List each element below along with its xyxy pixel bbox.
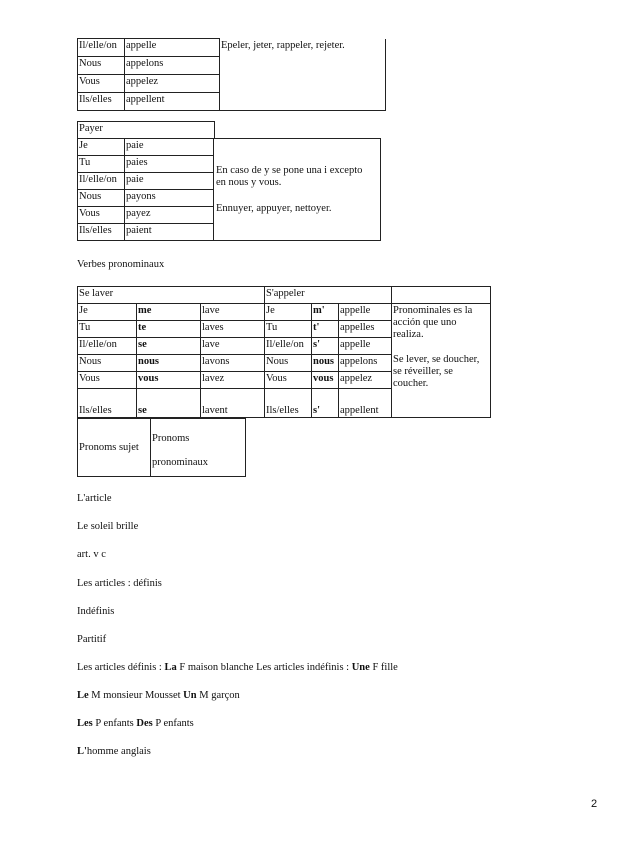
table-cell: Vous <box>78 372 137 389</box>
table-cell: m' <box>312 304 339 321</box>
table-cell: appelez <box>125 75 220 93</box>
table-cell: appelles <box>339 321 392 338</box>
text-run: F fille <box>369 662 398 673</box>
text-run-bold: La <box>164 662 177 673</box>
line-les-des <box>77 718 194 729</box>
table-cell: Je <box>265 304 312 321</box>
table-cell: Vous <box>78 75 125 93</box>
pronominaux-note-2: Se lever, se doucher, se réveiller, se coucher. <box>393 354 480 390</box>
table-cell: payons <box>125 190 214 207</box>
table-cell: s' <box>312 338 339 355</box>
table-cell: me <box>137 304 201 321</box>
table-cell <box>392 287 491 304</box>
table-cell: paient <box>125 224 214 241</box>
table-cell: lavez <box>201 372 265 389</box>
line-article: L'article <box>77 493 112 504</box>
table-cell: Vous <box>265 372 312 389</box>
payer-note <box>214 139 381 241</box>
text-run: P enfants <box>152 718 194 729</box>
table-cell: s' <box>312 389 339 418</box>
pronominaux-note <box>392 304 491 418</box>
table-cell: nous <box>312 355 339 372</box>
text-run: homme anglais <box>86 746 151 757</box>
appeler-table <box>77 38 386 111</box>
text-run-bold: Une <box>351 662 370 673</box>
payer-title-table <box>77 121 215 139</box>
table-cell: vous <box>137 372 201 389</box>
line-articles-definis: Les articles : définis <box>77 578 162 589</box>
table-cell: Nous <box>78 190 125 207</box>
pronoms-pronominaux <box>151 419 246 477</box>
payer-note-1: En caso de y se pone una i excepto en nous y vous. <box>216 165 363 189</box>
table-cell: te <box>137 321 201 338</box>
pronominaux-heading: Verbes pronominaux <box>77 259 165 270</box>
payer-table <box>77 138 381 241</box>
table-cell: Je <box>78 304 137 321</box>
table-cell: appellent <box>339 389 392 418</box>
table-cell: Il/elle/on <box>78 173 125 190</box>
pronominaux-table <box>77 286 491 418</box>
table-cell: Nous <box>78 57 125 75</box>
text-run-bold: L' <box>77 746 87 757</box>
text-run: M garçon <box>196 690 240 701</box>
table-cell: laves <box>201 321 265 338</box>
table-cell: Je <box>78 139 125 156</box>
text-run-bold: Des <box>136 718 153 729</box>
table-cell: Ils/elles <box>78 224 125 241</box>
table-cell: Tu <box>78 156 125 173</box>
line-le-un <box>77 690 240 701</box>
se-laver-title: Se laver <box>78 287 265 304</box>
s-appeler-title: S'appeler <box>265 287 392 304</box>
table-cell: appelle <box>125 39 220 57</box>
pronoms-pronominaux-line1: Pronoms <box>152 433 190 444</box>
table-cell: t' <box>312 321 339 338</box>
text-run-bold: Le <box>77 690 89 701</box>
table-cell: lavons <box>201 355 265 372</box>
table-cell: se <box>137 389 201 418</box>
text-run: P enfants <box>92 718 137 729</box>
pronoms-pronominaux-line2: pronominaux <box>152 457 208 469</box>
table-cell: appelle <box>339 338 392 355</box>
table-cell: paies <box>125 156 214 173</box>
table-cell: lavent <box>201 389 265 418</box>
table-cell: paie <box>125 139 214 156</box>
line-soleil: Le soleil brille <box>77 521 139 532</box>
table-cell: Ils/elles <box>78 93 125 111</box>
table-cell: Ils/elles <box>78 389 137 418</box>
text-run: F maison blanche Les articles indéfinis : <box>176 662 352 673</box>
appeler-note: Epeler, jeter, rappeler, rejeter. <box>220 39 386 111</box>
line-partitif: Partitif <box>77 634 107 645</box>
text-run-bold: Les <box>77 718 93 729</box>
table-cell: lave <box>201 304 265 321</box>
table-cell: appelons <box>339 355 392 372</box>
line-articles-examples <box>77 662 398 673</box>
line-l-homme <box>77 746 151 757</box>
table-cell: Tu <box>78 321 137 338</box>
table-cell: Ils/elles <box>265 389 312 418</box>
payer-note-2: Ennuyer, appuyer, nettoyer. <box>216 202 332 214</box>
table-cell: Il/elle/on <box>78 39 125 57</box>
table-cell: appellent <box>125 93 220 111</box>
table-cell: appelez <box>339 372 392 389</box>
line-art-v-c: art. v c <box>77 549 106 560</box>
text-run: Les articles définis : <box>77 662 165 673</box>
table-cell: Il/elle/on <box>78 338 137 355</box>
pronominaux-note-1: Pronominales es la acción que uno realiza. <box>393 305 473 341</box>
table-cell: Il/elle/on <box>265 338 312 355</box>
pronoms-sujet: Pronoms sujet <box>78 419 151 477</box>
table-cell: Vous <box>78 207 125 224</box>
table-cell: paie <box>125 173 214 190</box>
text-run-bold: Un <box>183 690 197 701</box>
table-cell: se <box>137 338 201 355</box>
table-cell: payez <box>125 207 214 224</box>
line-indefinis: Indéfinis <box>77 606 115 617</box>
table-cell: lave <box>201 338 265 355</box>
table-cell: Nous <box>78 355 137 372</box>
table-cell: nous <box>137 355 201 372</box>
text-run: M monsieur Mousset <box>88 690 184 701</box>
pronoms-table <box>77 418 246 477</box>
table-cell: Tu <box>265 321 312 338</box>
table-cell: Nous <box>265 355 312 372</box>
page-number: 2 <box>591 798 598 810</box>
table-cell: appelle <box>339 304 392 321</box>
table-cell: appelons <box>125 57 220 75</box>
payer-title: Payer <box>78 122 215 139</box>
table-cell: vous <box>312 372 339 389</box>
